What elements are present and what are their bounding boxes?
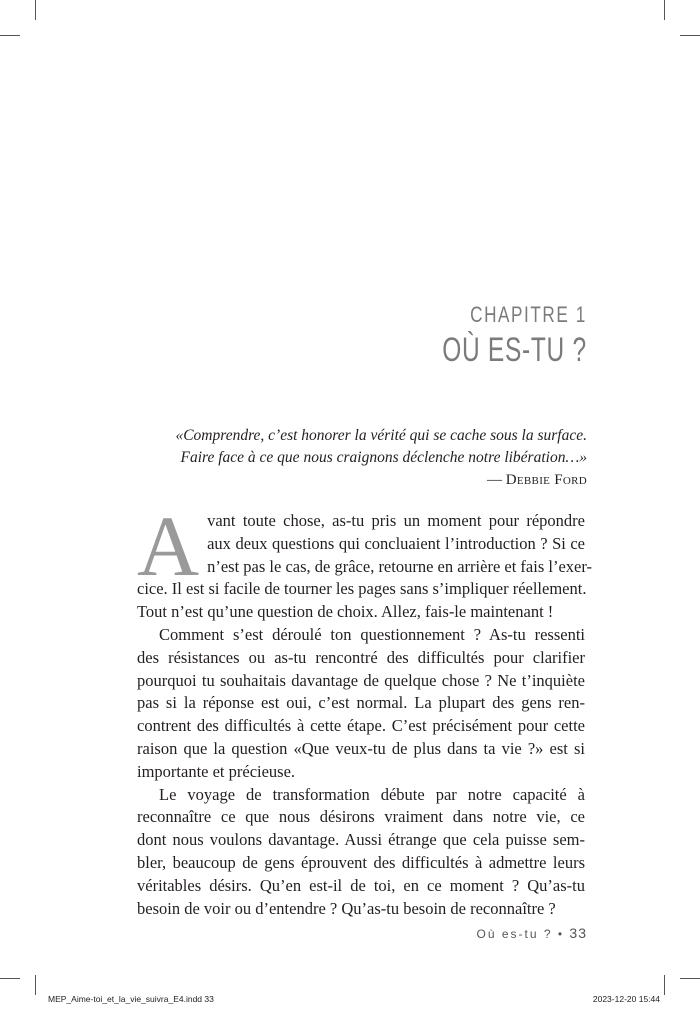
text-line: des résistances ou as-tu rencontré des difficultés pour clarifier — [137, 647, 585, 667]
text-line: cice. Il est si facile de tourner les pages sans s’impliquer réellement. — [137, 579, 587, 599]
text-line: raison que la question «Que veux-tu de plus dans ta vie ?» est si — [137, 738, 585, 758]
epigraph-line-1: «Comprendre, c’est honorer la vérité qui se cache sous la surface. — [175, 427, 587, 444]
page-number: 33 — [569, 925, 587, 941]
epigraph-line-2: Faire face à ce que nous craignons déclenche notre libération…» — [180, 449, 587, 466]
paragraph-1 — [137, 498, 593, 624]
text-line: pourquoi tu souhaitais davantage de quelque chose ? Ne t’inquiète — [137, 670, 585, 690]
crop-mark-bottom-right — [664, 975, 665, 995]
chapter-label: CHAPITRE 1 — [470, 302, 587, 327]
text-line: besoin de voir ou d’entendre ? Qu’as-tu besoin de reconnaître ? — [137, 898, 556, 918]
text-line: aux deux questions qui concluaient l’introduction ? Si ce — [207, 533, 585, 553]
text-line: reconnaître ce que nous désirons vraiment dans notre vie, ce — [137, 807, 585, 827]
epigraph-author — [147, 469, 587, 491]
text-line: bler, beaucoup de gens éprouvent des difficultés à admettre leurs — [137, 852, 585, 872]
crop-mark-top-left-h — [0, 35, 20, 36]
text-line: Tout n’est qu’une question de choix. Allez, fais-le maintenant ! — [137, 602, 554, 622]
text-line: véritables désirs. Qu’en est-il de toi, en ce moment ? Qu’as-tu — [137, 875, 585, 895]
epigraph — [147, 425, 587, 491]
text-line: Le voyage de transformation débute par notre capacité à — [159, 784, 585, 804]
page-footer — [477, 925, 588, 941]
epigraph-author-name: Debbie Ford — [505, 472, 587, 488]
crop-mark-top-right-h — [680, 35, 700, 36]
text-line: contrent des difficultés à cette étape. C’est précisément pour cette — [137, 716, 585, 736]
body-text — [137, 498, 593, 920]
print-slug-timestamp: 2023-12-20 15:44 — [592, 994, 660, 1004]
drop-cap: A — [137, 498, 200, 594]
crop-mark-top-right — [664, 0, 665, 20]
text-line: vant toute chose, as-tu pris un moment pour répondre — [207, 511, 585, 530]
crop-mark-bottom-right-h — [680, 978, 700, 979]
text-line: Comment s’est déroulé ton questionnement ? As-tu ressenti — [159, 624, 585, 644]
epigraph-author-dash: — — [487, 472, 506, 488]
text-line: n’est pas le cas, de grâce, retourne en arrière et fais l’exer- — [207, 556, 593, 576]
crop-mark-top-left — [35, 0, 36, 20]
folio-bullet: • — [557, 927, 565, 941]
paragraph-2 — [137, 624, 585, 784]
crop-mark-bottom-left-h — [0, 978, 20, 979]
chapter-heading — [386, 300, 587, 370]
text-line: pas si la réponse est oui, c’est normal. La plupart des gens ren- — [137, 693, 585, 713]
paragraph-3 — [137, 784, 585, 921]
text-line: importante et précieuse. — [137, 761, 296, 781]
text-line: dont nous voulons davantage. Aussi étrange que cela puisse sem- — [137, 830, 585, 850]
print-slug-file: MEP_Aime-toi_et_la_vie_suivra_E4.indd 33 — [48, 994, 214, 1004]
crop-mark-bottom-left — [35, 975, 36, 995]
chapter-title: OÙ ES-TU ? — [442, 331, 587, 369]
running-head: Où es-tu ? — [476, 927, 553, 941]
